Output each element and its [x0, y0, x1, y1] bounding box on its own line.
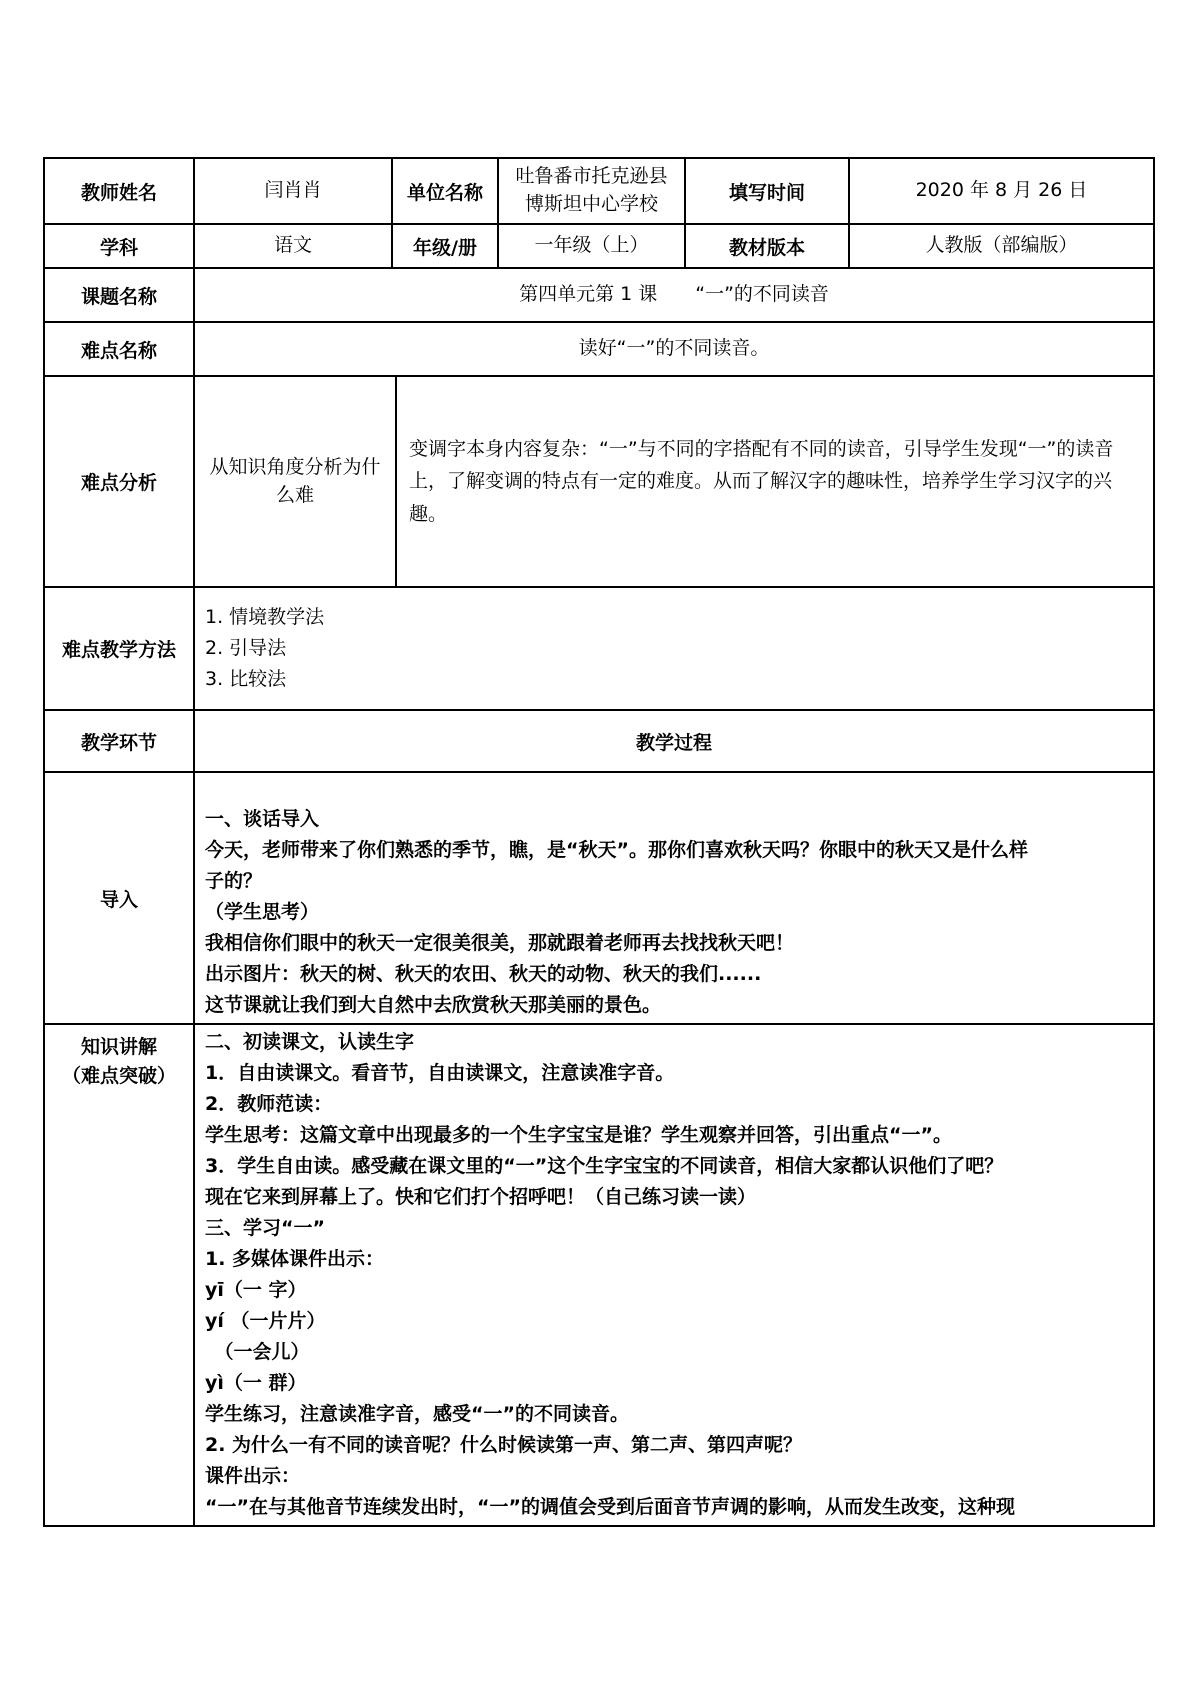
subject-label: 学科: [44, 224, 194, 268]
edition-value: 人教版（部编版）: [849, 224, 1154, 268]
process-title: 教学过程: [194, 710, 1154, 772]
knowledge-line: 课件出示：: [205, 1465, 301, 1487]
intro-row: [44, 772, 1154, 1024]
intro-line: （学生思考）: [205, 901, 320, 923]
knowledge-line: 学生练习，注意读准字音，感受“一”的不同读音。: [205, 1403, 629, 1425]
intro-line: 我相信你们眼中的秋天一定很美很美，那就跟着老师再去找找秋天吧！: [205, 932, 795, 954]
knowledge-line: 1. 多媒体课件出示：: [205, 1248, 385, 1270]
knowledge-line: yì（一 群）: [205, 1372, 307, 1394]
method-item: 2. 引导法: [205, 637, 287, 659]
lesson-plan-table: [43, 157, 1155, 1527]
analysis-row: [44, 376, 1154, 587]
header-row-2: [44, 224, 1154, 268]
unit-name-line-2: 博斯坦中心学校: [524, 193, 658, 215]
knowledge-line: 1．自由读课文。看音节，自由读课文，注意读准字音。: [205, 1062, 675, 1084]
analysis-text: 变调字本身内容复杂：“一”与不同的字搭配有不同的读音，引导学生发现“一”的读音上，了解变调的特点有一定的难度。从而了解汉字的趣味性，培养学生学习汉字的兴趣。: [409, 438, 1114, 525]
knowledge-line: yí （一片片）: [205, 1310, 326, 1332]
process-header-row: [44, 710, 1154, 772]
methods-list: [194, 587, 1154, 710]
knowledge-line: 2. 为什么一有不同的读音呢？什么时候读第一声、第二声、第四声呢？: [205, 1434, 803, 1456]
topic-row: [44, 268, 1154, 322]
knowledge-line: 3．学生自由读。感受藏在课文里的“一”这个生字宝宝的不同读音，相信大家都认识他们了吧？: [205, 1155, 1004, 1177]
difficulty-label: 难点名称: [44, 322, 194, 376]
header-row-1: [44, 158, 1154, 224]
grade-value: 一年级（上）: [498, 224, 685, 268]
grade-label: 年级/册: [392, 224, 498, 268]
intro-line: 出示图片：秋天的树、秋天的农田、秋天的动物、秋天的我们......: [205, 963, 762, 985]
difficulty-row: [44, 322, 1154, 376]
knowledge-label: [44, 1024, 194, 1526]
knowledge-line: 二、初读课文，认读生字: [205, 1031, 415, 1053]
edition-label: 教材版本: [685, 224, 849, 268]
subject-value: 语文: [194, 224, 392, 268]
unit-name-label: 单位名称: [392, 158, 498, 224]
topic-label: 课题名称: [44, 268, 194, 322]
intro-line: 今天，老师带来了你们熟悉的季节，瞧，是“秋天”。那你们喜欢秋天吗？你眼中的秋天又是什么样: [205, 839, 1028, 861]
fill-date-value: 2020 年 8 月 26 日: [849, 158, 1154, 224]
difficulty-value: 读好“一”的不同读音。: [194, 322, 1154, 376]
knowledge-content: [194, 1024, 1154, 1526]
knowledge-row: [44, 1024, 1154, 1526]
intro-content: [194, 772, 1154, 1024]
knowledge-label-line-1: 知识讲解: [80, 1036, 157, 1058]
methods-row: [44, 587, 1154, 710]
fill-date-label: 填写时间: [685, 158, 849, 224]
knowledge-line: （一会儿）: [205, 1341, 310, 1363]
process-stage-label: 教学环节: [44, 710, 194, 772]
method-item: 3. 比较法: [205, 668, 287, 690]
teacher-name-label: 教师姓名: [44, 158, 194, 224]
intro-line: 这节课就让我们到大自然中去欣赏秋天那美丽的景色。: [205, 994, 662, 1016]
unit-name-line-1: 吐鲁番市托克逊县: [515, 165, 668, 188]
teacher-name-value: 闫肖肖: [194, 158, 392, 224]
unit-name-value: [498, 158, 685, 224]
topic-value: 第四单元第 1 课 “一”的不同读音: [194, 268, 1154, 322]
knowledge-line: yī（一 字）: [205, 1279, 307, 1301]
methods-label: 难点教学方法: [44, 587, 194, 710]
intro-label: 导入: [44, 772, 194, 1024]
knowledge-line: 现在它来到屏幕上了。快和它们打个招呼吧！（自己练习读一读）: [205, 1186, 757, 1208]
knowledge-label-line-2: （难点突破）: [61, 1064, 176, 1087]
intro-line: 一、谈话导入: [205, 808, 320, 830]
method-item: 1. 情境教学法: [205, 606, 325, 628]
knowledge-line: “一”在与其他音节连续发出时，“一”的调值会受到后面音节声调的影响，从而发生改变，这种现: [205, 1496, 1015, 1518]
knowledge-line: 2．教师范读：: [205, 1093, 333, 1115]
knowledge-line: 三、学习“一”: [205, 1217, 325, 1239]
analysis-label: 难点分析: [44, 376, 194, 587]
analysis-cell: [194, 376, 1154, 587]
intro-line: 子的？: [205, 870, 263, 892]
knowledge-line: 学生思考：这篇文章中出现最多的一个生字宝宝是谁？学生观察并回答，引出重点“一”。: [205, 1124, 952, 1146]
analysis-sub-label: 从知识角度分析为什么难: [195, 377, 397, 586]
